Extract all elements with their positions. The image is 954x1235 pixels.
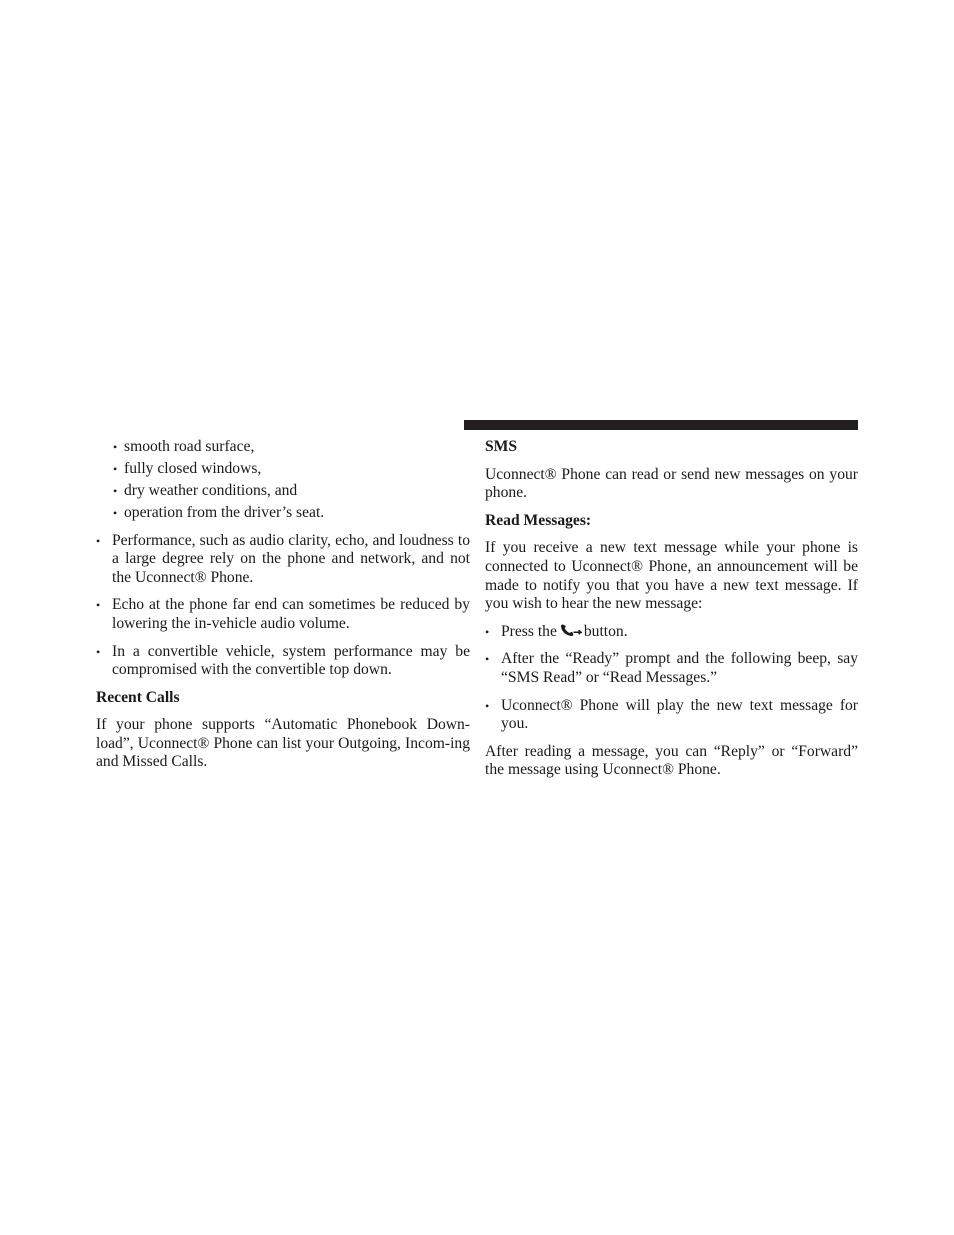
left-column — [96, 438, 470, 772]
list-item — [485, 623, 858, 642]
bullet-icon: • — [485, 698, 490, 713]
bullet-icon: • — [96, 598, 101, 613]
bullet-icon: • — [96, 533, 101, 548]
list-item — [96, 532, 470, 588]
bullet-text — [501, 623, 858, 642]
bullet-icon: • — [485, 652, 490, 667]
sms-steps-list — [485, 623, 858, 734]
recent-calls-text: If your phone supports “Automatic Phonebook Down-load”, Uconnect® Phone can list your Outgoing, Incom-ing and Missed Calls. — [96, 716, 470, 771]
list-item — [485, 650, 858, 687]
press-prefix: Press the — [501, 622, 557, 640]
press-suffix: button. — [583, 622, 628, 640]
list-item — [96, 643, 470, 680]
condition-sublist — [111, 438, 470, 523]
bullet-icon: • — [96, 644, 101, 659]
list-item — [96, 596, 470, 633]
bullet-text: Echo at the phone far end can sometimes be reduced by lowering the in-vehicle audio volume. — [112, 596, 470, 632]
list-item: • fully closed windows, — [111, 460, 470, 479]
phone-icon — [560, 623, 582, 637]
right-column — [485, 438, 858, 780]
sms-heading: SMS — [485, 438, 518, 455]
bullet-text: Uconnect® Phone will play the new text message for you. — [501, 696, 858, 733]
bullet-text: In a convertible vehicle, system performance may be compromised with the convertible top down. — [112, 642, 470, 679]
list-item: • operation from the driver’s seat. — [111, 504, 470, 523]
section-divider-bar — [464, 420, 858, 430]
bullet-text: Performance, such as audio clarity, echo, and loudness to a large degree rely on the phone and network, and not the Uconnect® Phone. — [112, 531, 470, 586]
closing-text: After reading a message, you can “Reply” or “Forward” the message using Uconnect® Phone. — [485, 742, 858, 779]
performance-bullets — [96, 532, 470, 680]
list-item: • dry weather conditions, and — [111, 482, 470, 501]
read-messages-intro: If you receive a new text message while your phone is connected to Uconnect® Phone, an announcement will be made to notify you that you have a new text message. If you wish to hear the new message: — [485, 539, 858, 613]
list-item: • smooth road surface, — [111, 438, 470, 457]
read-messages-heading: Read Messages: — [485, 511, 592, 529]
list-item — [485, 697, 858, 734]
sms-intro-text: Uconnect® Phone can read or send new messages on your phone. — [485, 465, 858, 502]
bullet-text: After the “Ready” prompt and the following beep, say “SMS Read” or “Read Messages.” — [501, 650, 858, 686]
bullet-icon: • — [485, 624, 490, 639]
recent-calls-heading: Recent Calls — [96, 688, 180, 706]
